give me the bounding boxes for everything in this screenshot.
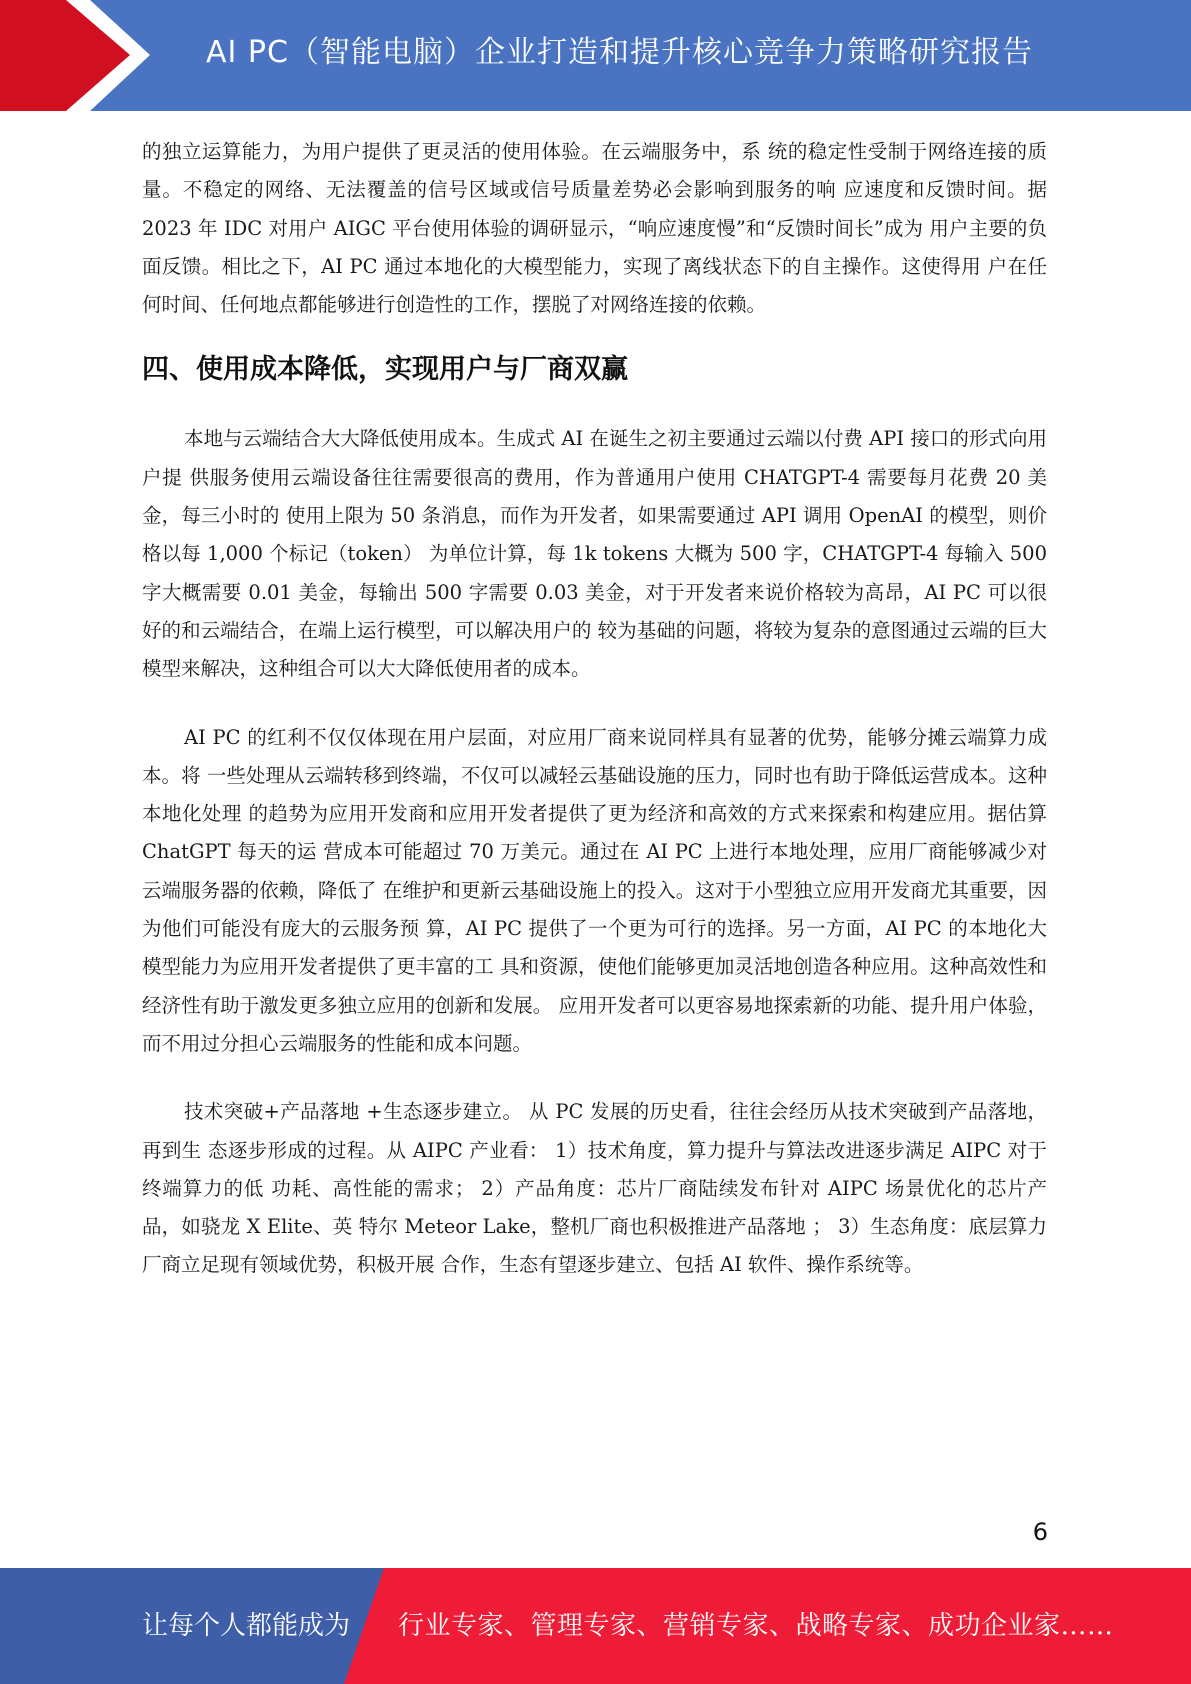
page-footer: [0, 1568, 1191, 1684]
intro-paragraph: 的独立运算能力，为用户提供了更灵活的使用体验。在云端服务中，系 统的稳定性受制于网络连接的质量。不稳定的网络、无法覆盖的信号区域或信号质量差势必会影响到服务的响 应速度和反馈时间。据 2023 年 IDC 对用户 AIGC 平台使用体验的调研显示，“响应速度慢”和“反馈时间长”成为 用户主要的负面反馈。相比之下，AI PC 通过本地化的大模型能力，实现了离线状态下的自主操作。这使得用 户在任何时间、任何地点都能够进行创造性的工作，摆脱了对网络连接的依赖。: [142, 140, 1047, 317]
page-content: [142, 133, 1047, 1285]
footer-slogan-right: 行业专家、管理专家、营销专家、战略专家、成功企业家……: [398, 1611, 1114, 1641]
body-paragraph: 技术突破+产品落地 +生态逐步建立。 从 PC 发展的历史看，往往会经历从技术突破到产品落地，再到生 态逐步形成的过程。从 AIPC 产业看： 1）技术角度，算力提升与算法改进逐步满足 AIPC 对于终端算力的低 功耗、高性能的需求； 2）产品角度：芯片厂商陆续发布针对 AIPC 场景优化的芯片产品，如骁龙 X Elite、英 特尔 Meteor Lake，整机厂商也积极推进产品落地 ； 3）生态角度：底层算力厂商立足现有领域优势，积极开展 合作，生态有望逐步建立、包括 AI 软件、操作系统等。: [142, 1100, 1047, 1277]
red-arrow-shape: [0, 0, 150, 111]
page-header: [0, 0, 1191, 111]
section-heading: 四、使用成本降低，实现用户与厂商双赢: [142, 354, 628, 386]
page-number: 6: [1032, 1518, 1048, 1546]
body-paragraph: 本地与云端结合大大降低使用成本。生成式 AI 在诞生之初主要通过云端以付费 API 接口的形式向用户提 供服务使用云端设备往往需要很高的费用，作为普通用户使用 CHATGPT-4 需要每月花费 20 美金，每三小时的 使用上限为 50 条消息，而作为开发者，如果需要通过 API 调用 OpenAI 的模型，则价格以每 1,000 个标记（token） 为单位计算，每 1k tokens 大概为 500 字，CHATGPT-4 每输入 500 字大概需要 0.01 美金，每输出 500 字需要 0.03 美金，对于开发者来说价格较为高昂，AI PC 可以很好的和云端结合，在端上运行模型，可以解决用户的 较为基础的问题，将较为复杂的意图通过云端的巨大模型来解决，这种组合可以大大降低使用者的成本。: [142, 427, 1047, 681]
body-paragraph: AI PC 的红利不仅仅体现在用户层面，对应用厂商来说同样具有显著的优势，能够分摊云端算力成本。将 一些处理从云端转移到终端，不仅可以减轻云基础设施的压力，同时也有助于降低运营成本。这种本地化处理 的趋势为应用开发商和应用开发者提供了更为经济和高效的方式来探索和构建应用。据估算 ChatGPT 每天的运 营成本可能超过 70 万美元。通过在 AI PC 上进行本地处理，应用厂商能够减少对云端服务器的依赖，降低了 在维护和更新云基础设施上的投入。这对于小型独立应用开发商尤其重要，因为他们可能没有庞大的云服务预 算，AI PC 提供了一个更为可行的选择。另一方面，AI PC 的本地化大模型能力为应用开发者提供了更丰富的工 具和资源，使他们能够更加灵活地创造各种应用。这种高效性和经济性有助于激发更多独立应用的创新和发展。 应用开发者可以更容易地探索新的功能、提升用户体验，而不用过分担心云端服务的性能和成本问题。: [142, 725, 1047, 1055]
footer-slogan-left: 让每个人都能成为: [142, 1611, 351, 1641]
document-title: AI PC（智能电脑）企业打造和提升核心竞争力策略研究报告: [206, 35, 1033, 70]
